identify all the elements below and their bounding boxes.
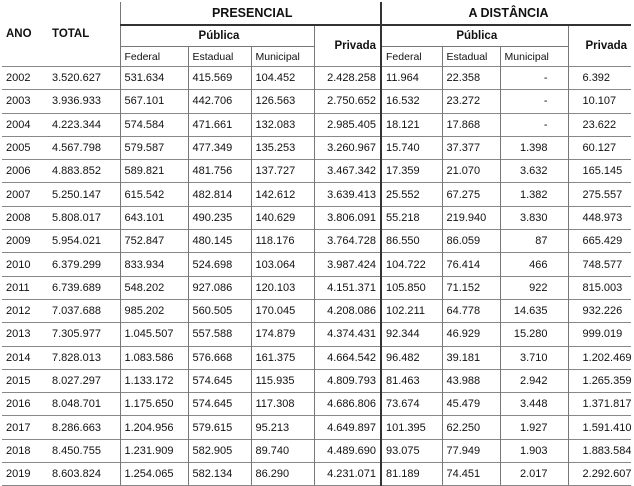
cell-distancia-federal: 18.121 [381, 113, 442, 136]
cell-distancia-municipal: 15.280 [500, 323, 568, 346]
cell-presencial-federal: 985.202 [120, 299, 188, 322]
cell-presencial-federal: 567.101 [120, 90, 188, 113]
cell-distancia-municipal: 922 [500, 276, 568, 299]
cell-presencial-municipal: 117.308 [251, 393, 314, 416]
table-row [2, 160, 631, 183]
cell-distancia-privada: 23.622 [568, 113, 631, 136]
cell-total: 5.954.021 [48, 230, 120, 253]
cell-presencial-privada: 4.151.371 [314, 276, 381, 299]
header-presencial-privada: Privada [314, 25, 381, 67]
cell-distancia-privada: 165.145 [568, 160, 631, 183]
cell-presencial-federal: 1.175.650 [120, 393, 188, 416]
table-row [2, 346, 631, 369]
cell-presencial-municipal: 142.612 [251, 183, 314, 206]
cell-ano: 2008 [2, 206, 48, 229]
cell-total: 8.603.824 [48, 463, 120, 486]
cell-total: 4.883.852 [48, 160, 120, 183]
cell-distancia-municipal: 1.903 [500, 439, 568, 462]
cell-total: 6.379.299 [48, 253, 120, 276]
cell-distancia-estadual: 21.070 [442, 160, 500, 183]
cell-presencial-municipal: 135.253 [251, 136, 314, 159]
cell-distancia-municipal: 2.942 [500, 369, 568, 392]
cell-total: 7.305.977 [48, 323, 120, 346]
header-presencial: PRESENCIAL [120, 2, 381, 25]
cell-ano: 2015 [2, 369, 48, 392]
cell-presencial-estadual: 480.145 [188, 230, 251, 253]
cell-distancia-privada: 1.371.817 [568, 393, 631, 416]
cell-distancia-privada: 448.973 [568, 206, 631, 229]
cell-distancia-federal: 73.674 [381, 393, 442, 416]
cell-presencial-federal: 1.204.956 [120, 416, 188, 439]
cell-presencial-federal: 643.101 [120, 206, 188, 229]
table-body [2, 67, 631, 486]
cell-distancia-municipal: 3.710 [500, 346, 568, 369]
cell-presencial-estadual: 927.086 [188, 276, 251, 299]
cell-presencial-municipal: 86.290 [251, 463, 314, 486]
cell-presencial-estadual: 574.645 [188, 369, 251, 392]
cell-presencial-privada: 4.374.431 [314, 323, 381, 346]
cell-distancia-privada: 6.392 [568, 67, 631, 90]
cell-presencial-estadual: 582.905 [188, 439, 251, 462]
cell-total: 7.037.688 [48, 299, 120, 322]
table-row [2, 276, 631, 299]
table-row [2, 90, 631, 113]
cell-distancia-privada: 10.107 [568, 90, 631, 113]
cell-distancia-estadual: 67.275 [442, 183, 500, 206]
table-row [2, 463, 631, 486]
cell-distancia-estadual: 46.929 [442, 323, 500, 346]
table-row [2, 416, 631, 439]
cell-distancia-estadual: 74.451 [442, 463, 500, 486]
cell-presencial-privada: 2.985.405 [314, 113, 381, 136]
cell-presencial-privada: 3.987.424 [314, 253, 381, 276]
cell-ano: 2007 [2, 183, 48, 206]
cell-presencial-federal: 615.542 [120, 183, 188, 206]
cell-total: 5.808.017 [48, 206, 120, 229]
header-distancia: A DISTÂNCIA [381, 2, 631, 25]
cell-distancia-federal: 93.075 [381, 439, 442, 462]
cell-distancia-municipal: 14.635 [500, 299, 568, 322]
cell-distancia-federal: 17.359 [381, 160, 442, 183]
cell-distancia-privada: 1.202.469 [568, 346, 631, 369]
cell-ano: 2017 [2, 416, 48, 439]
table-row [2, 299, 631, 322]
cell-presencial-privada: 3.806.091 [314, 206, 381, 229]
header-presencial-publica: Pública [120, 25, 314, 47]
cell-presencial-federal: 1.231.909 [120, 439, 188, 462]
cell-distancia-municipal: 87 [500, 230, 568, 253]
table-row [2, 369, 631, 392]
cell-presencial-municipal: 140.629 [251, 206, 314, 229]
cell-presencial-estadual: 482.814 [188, 183, 251, 206]
cell-distancia-municipal: 1.927 [500, 416, 568, 439]
cell-ano: 2016 [2, 393, 48, 416]
cell-presencial-federal: 589.821 [120, 160, 188, 183]
cell-distancia-estadual: 45.479 [442, 393, 500, 416]
cell-distancia-privada: 932.226 [568, 299, 631, 322]
cell-ano: 2018 [2, 439, 48, 462]
cell-presencial-estadual: 442.706 [188, 90, 251, 113]
header-distancia-federal: Federal [381, 47, 442, 67]
cell-presencial-privada: 2.428.258 [314, 67, 381, 90]
cell-presencial-municipal: 170.045 [251, 299, 314, 322]
cell-presencial-privada: 3.764.728 [314, 230, 381, 253]
cell-distancia-federal: 16.532 [381, 90, 442, 113]
cell-presencial-federal: 531.634 [120, 67, 188, 90]
cell-presencial-municipal: 115.935 [251, 369, 314, 392]
cell-ano: 2003 [2, 90, 48, 113]
cell-presencial-privada: 3.467.342 [314, 160, 381, 183]
cell-total: 3.936.933 [48, 90, 120, 113]
header-presencial-estadual: Estadual [188, 47, 251, 67]
cell-presencial-federal: 833.934 [120, 253, 188, 276]
cell-distancia-privada: 275.557 [568, 183, 631, 206]
cell-presencial-federal: 1.083.586 [120, 346, 188, 369]
cell-ano: 2004 [2, 113, 48, 136]
cell-total: 8.027.297 [48, 369, 120, 392]
header-presencial-municipal: Municipal [251, 47, 314, 67]
cell-total: 7.828.013 [48, 346, 120, 369]
cell-ano: 2014 [2, 346, 48, 369]
cell-presencial-federal: 752.847 [120, 230, 188, 253]
cell-distancia-federal: 11.964 [381, 67, 442, 90]
cell-presencial-estadual: 557.588 [188, 323, 251, 346]
cell-total: 3.520.627 [48, 67, 120, 90]
cell-total: 6.739.689 [48, 276, 120, 299]
header-total: TOTAL [52, 28, 90, 40]
cell-ano: 2005 [2, 136, 48, 159]
cell-ano: 2012 [2, 299, 48, 322]
cell-distancia-estadual: 17.868 [442, 113, 500, 136]
cell-total: 4.223.344 [48, 113, 120, 136]
cell-distancia-federal: 55.218 [381, 206, 442, 229]
cell-distancia-municipal: 466 [500, 253, 568, 276]
cell-presencial-municipal: 161.375 [251, 346, 314, 369]
table-row [2, 206, 631, 229]
cell-presencial-estadual: 524.698 [188, 253, 251, 276]
cell-presencial-estadual: 471.661 [188, 113, 251, 136]
cell-distancia-estadual: 62.250 [442, 416, 500, 439]
cell-distancia-estadual: 77.949 [442, 439, 500, 462]
cell-distancia-federal: 15.740 [381, 136, 442, 159]
table-row [2, 113, 631, 136]
cell-ano: 2002 [2, 67, 48, 90]
table-row [2, 253, 631, 276]
cell-total: 8.286.663 [48, 416, 120, 439]
cell-distancia-federal: 92.344 [381, 323, 442, 346]
cell-distancia-federal: 81.463 [381, 369, 442, 392]
cell-presencial-federal: 1.254.065 [120, 463, 188, 486]
cell-presencial-estadual: 574.645 [188, 393, 251, 416]
table-row [2, 323, 631, 346]
cell-total: 4.567.798 [48, 136, 120, 159]
cell-distancia-municipal: 2.017 [500, 463, 568, 486]
header-distancia-publica: Pública [381, 25, 568, 47]
cell-distancia-privada: 815.003 [568, 276, 631, 299]
cell-distancia-municipal: 3.448 [500, 393, 568, 416]
cell-distancia-federal: 105.850 [381, 276, 442, 299]
cell-presencial-privada: 4.231.071 [314, 463, 381, 486]
cell-distancia-estadual: 37.377 [442, 136, 500, 159]
cell-presencial-federal: 574.584 [120, 113, 188, 136]
cell-presencial-privada: 4.208.086 [314, 299, 381, 322]
cell-distancia-estadual: 64.778 [442, 299, 500, 322]
cell-distancia-estadual: 86.059 [442, 230, 500, 253]
header-distancia-privada: Privada [568, 25, 631, 67]
cell-presencial-federal: 579.587 [120, 136, 188, 159]
cell-presencial-privada: 4.809.793 [314, 369, 381, 392]
cell-ano: 2019 [2, 463, 48, 486]
cell-distancia-estadual: 219.940 [442, 206, 500, 229]
cell-presencial-municipal: 132.083 [251, 113, 314, 136]
cell-distancia-federal: 25.552 [381, 183, 442, 206]
cell-distancia-estadual: 76.414 [442, 253, 500, 276]
cell-ano: 2011 [2, 276, 48, 299]
cell-presencial-privada: 4.664.542 [314, 346, 381, 369]
cell-presencial-municipal: 174.879 [251, 323, 314, 346]
cell-presencial-municipal: 89.740 [251, 439, 314, 462]
cell-presencial-estadual: 490.235 [188, 206, 251, 229]
cell-presencial-estadual: 415.569 [188, 67, 251, 90]
cell-total: 8.450.755 [48, 439, 120, 462]
cell-distancia-municipal: 1.382 [500, 183, 568, 206]
cell-total: 5.250.147 [48, 183, 120, 206]
cell-total: 8.048.701 [48, 393, 120, 416]
cell-presencial-federal: 1.133.172 [120, 369, 188, 392]
header-distancia-estadual: Estadual [442, 47, 500, 67]
table-row [2, 230, 631, 253]
cell-presencial-estadual: 582.134 [188, 463, 251, 486]
cell-distancia-municipal: - [500, 67, 568, 90]
cell-presencial-estadual: 477.349 [188, 136, 251, 159]
table-row [2, 67, 631, 90]
cell-presencial-municipal: 126.563 [251, 90, 314, 113]
cell-presencial-privada: 4.686.806 [314, 393, 381, 416]
table-row [2, 136, 631, 159]
cell-presencial-federal: 1.045.507 [120, 323, 188, 346]
cell-distancia-estadual: 23.272 [442, 90, 500, 113]
cell-distancia-municipal: 3.830 [500, 206, 568, 229]
cell-distancia-federal: 102.211 [381, 299, 442, 322]
cell-presencial-privada: 2.750.652 [314, 90, 381, 113]
cell-distancia-federal: 104.722 [381, 253, 442, 276]
cell-presencial-privada: 3.639.413 [314, 183, 381, 206]
cell-distancia-federal: 96.482 [381, 346, 442, 369]
header-distancia-municipal: Municipal [500, 47, 568, 67]
cell-distancia-federal: 86.550 [381, 230, 442, 253]
cell-distancia-privada: 60.127 [568, 136, 631, 159]
cell-distancia-estadual: 39.181 [442, 346, 500, 369]
cell-presencial-estadual: 560.505 [188, 299, 251, 322]
cell-presencial-estadual: 579.615 [188, 416, 251, 439]
cell-presencial-privada: 4.649.897 [314, 416, 381, 439]
cell-distancia-privada: 1.265.359 [568, 369, 631, 392]
cell-presencial-municipal: 120.103 [251, 276, 314, 299]
enrollment-table [2, 2, 631, 486]
cell-ano: 2010 [2, 253, 48, 276]
cell-ano: 2013 [2, 323, 48, 346]
cell-distancia-estadual: 22.358 [442, 67, 500, 90]
table-row [2, 393, 631, 416]
header-presencial-federal: Federal [120, 47, 188, 67]
cell-distancia-municipal: 3.632 [500, 160, 568, 183]
cell-distancia-privada: 1.591.410 [568, 416, 631, 439]
cell-presencial-municipal: 118.176 [251, 230, 314, 253]
table-row [2, 183, 631, 206]
cell-presencial-estadual: 576.668 [188, 346, 251, 369]
cell-distancia-privada: 999.019 [568, 323, 631, 346]
cell-ano: 2009 [2, 230, 48, 253]
cell-distancia-estadual: 43.988 [442, 369, 500, 392]
cell-presencial-municipal: 104.452 [251, 67, 314, 90]
cell-distancia-municipal: - [500, 113, 568, 136]
cell-presencial-estadual: 481.756 [188, 160, 251, 183]
cell-presencial-municipal: 137.727 [251, 160, 314, 183]
cell-presencial-privada: 4.489.690 [314, 439, 381, 462]
cell-presencial-privada: 3.260.967 [314, 136, 381, 159]
cell-presencial-municipal: 103.064 [251, 253, 314, 276]
cell-distancia-municipal: 1.398 [500, 136, 568, 159]
cell-distancia-federal: 81.189 [381, 463, 442, 486]
cell-distancia-privada: 1.883.584 [568, 439, 631, 462]
cell-presencial-federal: 548.202 [120, 276, 188, 299]
cell-distancia-municipal: - [500, 90, 568, 113]
header-ano: ANO [6, 28, 32, 40]
cell-distancia-estadual: 71.152 [442, 276, 500, 299]
cell-distancia-federal: 101.395 [381, 416, 442, 439]
cell-distancia-privada: 748.577 [568, 253, 631, 276]
cell-presencial-municipal: 95.213 [251, 416, 314, 439]
cell-ano: 2006 [2, 160, 48, 183]
cell-distancia-privada: 665.429 [568, 230, 631, 253]
cell-distancia-privada: 2.292.607 [568, 463, 631, 486]
